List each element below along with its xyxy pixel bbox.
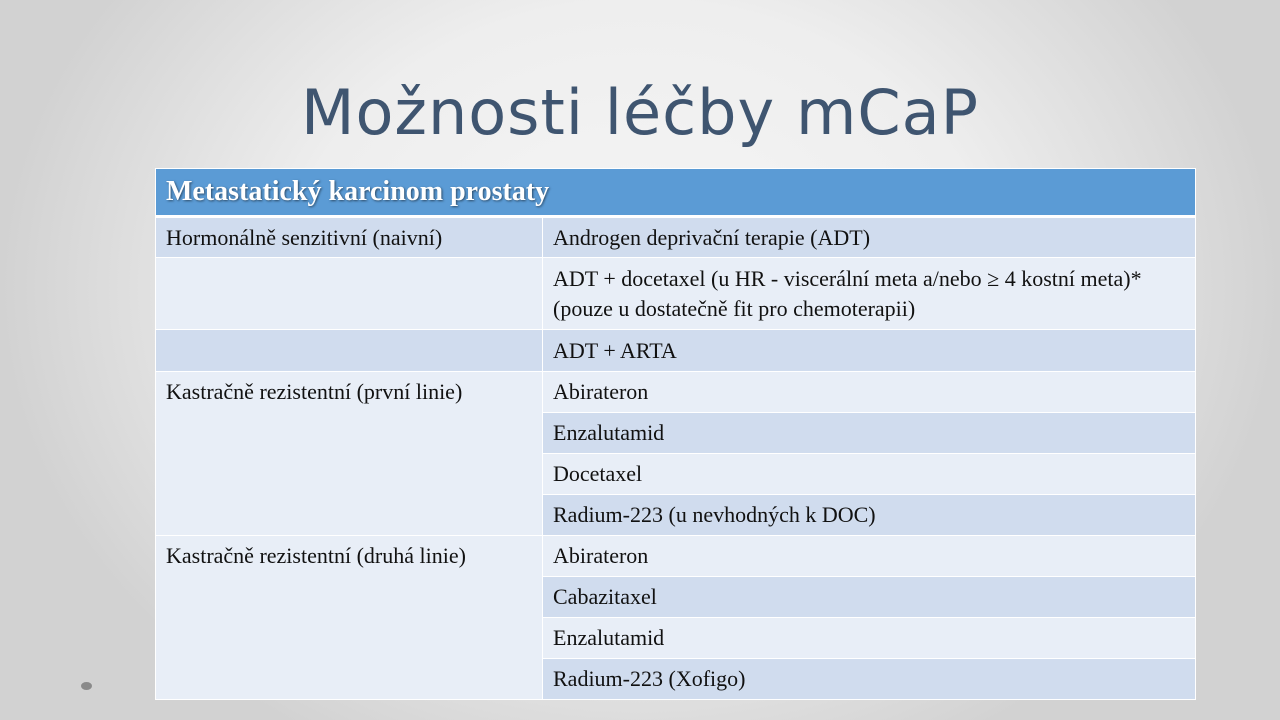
table-row	[156, 217, 1196, 258]
empty-category-cell	[156, 330, 543, 372]
treatment-cell: Radium-223 (u nevhodných k DOC)	[543, 495, 1196, 536]
empty-category-cell	[156, 258, 543, 330]
category-cell: Kastračně rezistentní (první linie)	[156, 372, 543, 536]
treatment-cell: Cabazitaxel	[543, 577, 1196, 618]
treatment-cell: Abirateron	[543, 372, 1196, 413]
slide-title: Možnosti léčby mCaP	[300, 76, 980, 149]
treatment-cell: Docetaxel	[543, 454, 1196, 495]
table-header: Metastatický karcinom prostaty	[156, 169, 1196, 217]
treatment-cell: Radium-223 (Xofigo)	[543, 659, 1196, 700]
treatment-cell: Abirateron	[543, 536, 1196, 577]
category-cell: Kastračně rezistentní (druhá linie)	[156, 536, 543, 700]
treatment-cell: Enzalutamid	[543, 413, 1196, 454]
table-row	[156, 258, 1196, 330]
table-row	[156, 330, 1196, 372]
treatment-table-container	[155, 168, 1195, 700]
treatment-table	[155, 168, 1196, 700]
slide-footer-dot	[81, 682, 92, 690]
table-row	[156, 372, 1196, 413]
category-cell: Hormonálně senzitivní (naivní)	[156, 217, 543, 258]
treatment-cell: ADT + ARTA	[543, 330, 1196, 372]
treatment-cell: ADT + docetaxel (u HR - viscerální meta a/nebo ≥ 4 kostní meta)* (pouze u dostatečně fit pro chemoterapii)	[543, 258, 1196, 330]
treatment-cell: Enzalutamid	[543, 618, 1196, 659]
table-row	[156, 536, 1196, 577]
treatment-cell: Androgen deprivační terapie (ADT)	[543, 217, 1196, 258]
table-header-row	[156, 169, 1196, 217]
